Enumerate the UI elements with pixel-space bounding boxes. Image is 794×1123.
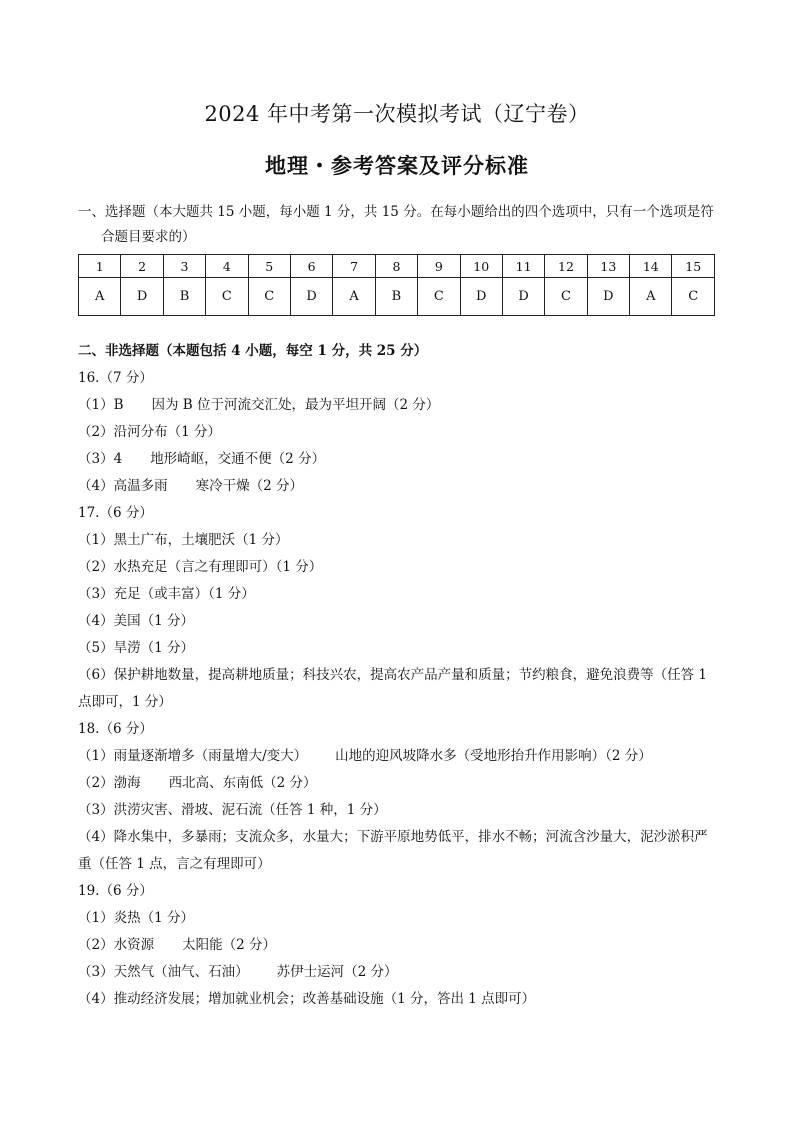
question-number-cell: 6 <box>290 255 332 278</box>
question-number-cell: 5 <box>248 255 290 278</box>
question-number-cell: 3 <box>163 255 205 278</box>
q17-answer-1: （1）黑土广布，土壤肥沃（1 分） <box>78 532 289 548</box>
q18-answer-2 <box>78 774 316 792</box>
question-number-cell: 14 <box>630 255 672 278</box>
q18-answer-1-part-a: （1）雨量逐渐增多（雨量增大/变大） <box>78 748 308 764</box>
answer-cell: C <box>545 278 587 316</box>
answer-cell: D <box>290 278 332 316</box>
q16-title: 16.（7 分） <box>78 370 153 386</box>
q18-answer-3: （3）洪涝灾害、滑坡、泥石流（任答 1 种，1 分） <box>78 802 387 818</box>
q18-answer-2-part-b: 西北高、东南低（2 分） <box>168 775 317 791</box>
q17-answer-3: （3）充足（或丰富）（1 分） <box>78 586 255 602</box>
answer-cell: A <box>79 278 121 316</box>
q18-answer-4-line1: （4）降水集中，多暴雨；支流众多，水量大；下游平原地势低平，排水不畅；河流含沙量大，泥沙淤积严 <box>78 829 708 845</box>
q19-answer-3-part-b: 苏伊士运河（2 分） <box>276 964 398 980</box>
q18-answer-1 <box>78 747 652 765</box>
q18-answer-4-line2: 重（任答 1 点，言之有理即可） <box>78 856 271 872</box>
q18-title: 18.（6 分） <box>78 721 153 737</box>
question-number-cell: 10 <box>460 255 502 278</box>
answer-cell: C <box>418 278 460 316</box>
q17-title: 17.（6 分） <box>78 505 153 521</box>
answer-cell: B <box>375 278 417 316</box>
question-number-cell: 1 <box>79 255 121 278</box>
answer-cell: C <box>206 278 248 316</box>
answer-cell: D <box>587 278 629 316</box>
q19-answer-3-part-a: （3）天然气（油气、石油） <box>78 964 249 980</box>
answer-cell: D <box>460 278 502 316</box>
q19-answer-3 <box>78 963 397 981</box>
q17-answer-4: （4）美国（1 分） <box>78 613 194 629</box>
section1-heading-line2: 合题目要求的） <box>101 229 196 245</box>
question-number-cell: 8 <box>375 255 417 278</box>
q19-answer-2 <box>78 936 276 954</box>
q19-answer-2-part-a: （2）水资源 <box>78 937 155 953</box>
q18-answer-1-part-b: 山地的迎风坡降水多（受地形抬升作用影响）（2 分） <box>335 748 652 764</box>
q16-answer-3-part-a: （3）4 <box>78 451 123 467</box>
question-number-cell: 11 <box>502 255 544 278</box>
q16-answer-4-part-a: （4）高温多雨 <box>78 478 168 494</box>
q16-answer-1 <box>78 396 439 414</box>
question-number-cell: 2 <box>121 255 163 278</box>
q16-answer-2: （2）沿河分布（1 分） <box>78 424 221 440</box>
q19-answer-1: （1）炎热（1 分） <box>78 910 194 926</box>
question-number-cell: 9 <box>418 255 460 278</box>
q16-answer-3-part-b: 地形崎岖，交通不便（2 分） <box>150 451 326 467</box>
answer-cell: B <box>163 278 205 316</box>
section2-heading: 二、非选择题（本题包括 4 小题，每空 1 分，共 25 分） <box>78 343 428 359</box>
question-number-cell: 15 <box>672 255 715 278</box>
q16-answer-4 <box>78 477 303 495</box>
answer-table-header-row <box>79 255 715 278</box>
answer-cell: D <box>121 278 163 316</box>
answer-table <box>78 254 715 316</box>
question-number-cell: 4 <box>206 255 248 278</box>
q16-answer-3 <box>78 450 325 468</box>
answer-cell: C <box>248 278 290 316</box>
section1-heading-line1: 一、选择题（本大题共 15 小题，每小题 1 分，共 15 分。在每小题给出的四个选项中，只有一个选项是符 <box>78 204 714 220</box>
q17-answer-6-line2: 点即可，1 分） <box>78 694 172 710</box>
question-number-cell: 13 <box>587 255 629 278</box>
answer-cell: C <box>672 278 715 316</box>
q17-answer-6-line1: （6）保护耕地数量，提高耕地质量；科技兴农，提高农产品产量和质量；节约粮食，避免浪费等（任答 1 <box>78 667 707 683</box>
q16-answer-1-part-a: （1）B <box>78 397 124 413</box>
q17-answer-5: （5）旱涝（1 分） <box>78 640 194 656</box>
page-subtitle: 地理・参考答案及评分标准 <box>265 153 529 178</box>
page-title: 2024 年中考第一次模拟考试（辽宁卷） <box>204 102 590 126</box>
question-number-cell: 12 <box>545 255 587 278</box>
q16-answer-1-part-b: 因为 B 位于河流交汇处，最为平坦开阔（2 分） <box>151 397 440 413</box>
q19-answer-2-part-b: 太阳能（2 分） <box>182 937 276 953</box>
q19-answer-4: （4）推动经济发展；增加就业机会；改善基础设施（1 分，答出 1 点即可） <box>78 991 536 1007</box>
answer-cell: D <box>502 278 544 316</box>
answer-cell: A <box>333 278 375 316</box>
q18-answer-2-part-a: （2）渤海 <box>78 775 141 791</box>
q19-title: 19.（6 分） <box>78 883 153 899</box>
answer-cell: A <box>630 278 672 316</box>
question-number-cell: 7 <box>333 255 375 278</box>
answer-table-answer-row <box>79 278 715 316</box>
q16-answer-4-part-b: 寒冷干燥（2 分） <box>195 478 303 494</box>
q17-answer-2: （2）水热充足（言之有理即可）（1 分） <box>78 559 323 575</box>
